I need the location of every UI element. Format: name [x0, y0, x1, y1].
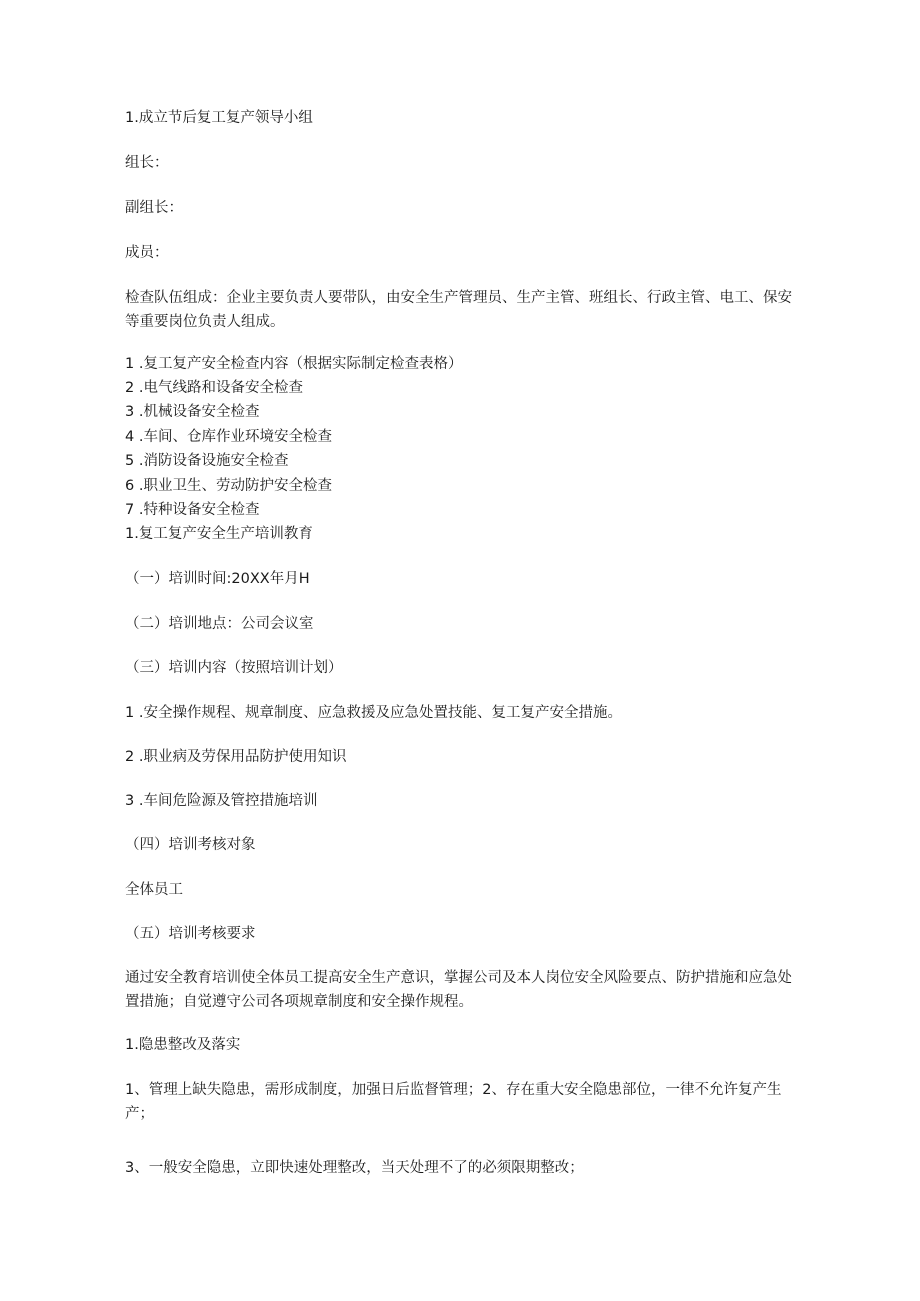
- training-time: （一）培训时间:20XX年月H: [125, 571, 310, 587]
- inspection-item: 7 .特种设备安全检查: [125, 502, 260, 518]
- training-content: （三）培训内容（按照培训计划）: [125, 660, 343, 676]
- training-item: 3 .车间危险源及管控措施培训: [125, 793, 318, 809]
- training-requirement-heading: （五）培训考核要求: [125, 926, 256, 942]
- training-item: 1 .安全操作规程、规章制度、应急救援及应急处置技能、复工复产安全措施。: [125, 705, 622, 721]
- inspection-item: 5 .消防设备设施安全检查: [125, 453, 289, 469]
- training-item: 2 .职业病及劳保用品防护使用知识: [125, 749, 347, 765]
- members-field: 成员：: [125, 245, 169, 261]
- heading-training: 1.复工复产安全生产培训教育: [125, 526, 313, 542]
- inspection-item: 6 .职业卫生、劳动防护安全检查: [125, 478, 332, 494]
- training-place: （二）培训地点：公司会议室: [125, 616, 314, 632]
- inspection-item: 2 .电气线路和设备安全检查: [125, 380, 303, 396]
- inspection-team-paragraph: 检查队伍组成：企业主要负责人要带队，由安全生产管理员、生产主管、班组长、行政主管、电工、保安等重要岗位负责人组成。: [125, 290, 792, 330]
- leader-field: 组长：: [125, 155, 169, 171]
- deputy-leader-field: 副组长：: [125, 200, 183, 216]
- hazard-paragraph-1-2: 1、管理上缺失隐患，需形成制度，加强日后监督管理；2、存在重大安全隐患部位，一律不允许复产生产；: [125, 1082, 782, 1122]
- inspection-item: 3 .机械设备安全检查: [125, 404, 260, 420]
- hazard-paragraph-3: 3、一般安全隐患，立即快速处理整改，当天处理不了的必须限期整改；: [125, 1160, 584, 1176]
- training-target: 全体员工: [125, 882, 183, 898]
- training-target-heading: （四）培训考核对象: [125, 837, 256, 853]
- inspection-item: 4 .车间、仓库作业环境安全检查: [125, 429, 332, 445]
- heading-hazard-rectification: 1.隐患整改及落实: [125, 1037, 241, 1053]
- training-requirement-paragraph: 通过安全教育培训使全体员工提高安全生产意识，掌握公司及本人岗位安全风险要点、防护措施和应急处置措施；自觉遵守公司各项规章制度和安全操作规程。: [125, 970, 792, 1010]
- heading-leadership-group: 1.成立节后复工复产领导小组: [125, 110, 313, 126]
- inspection-item: 1 .复工复产安全检查内容（根据实际制定检查表格）: [125, 356, 463, 372]
